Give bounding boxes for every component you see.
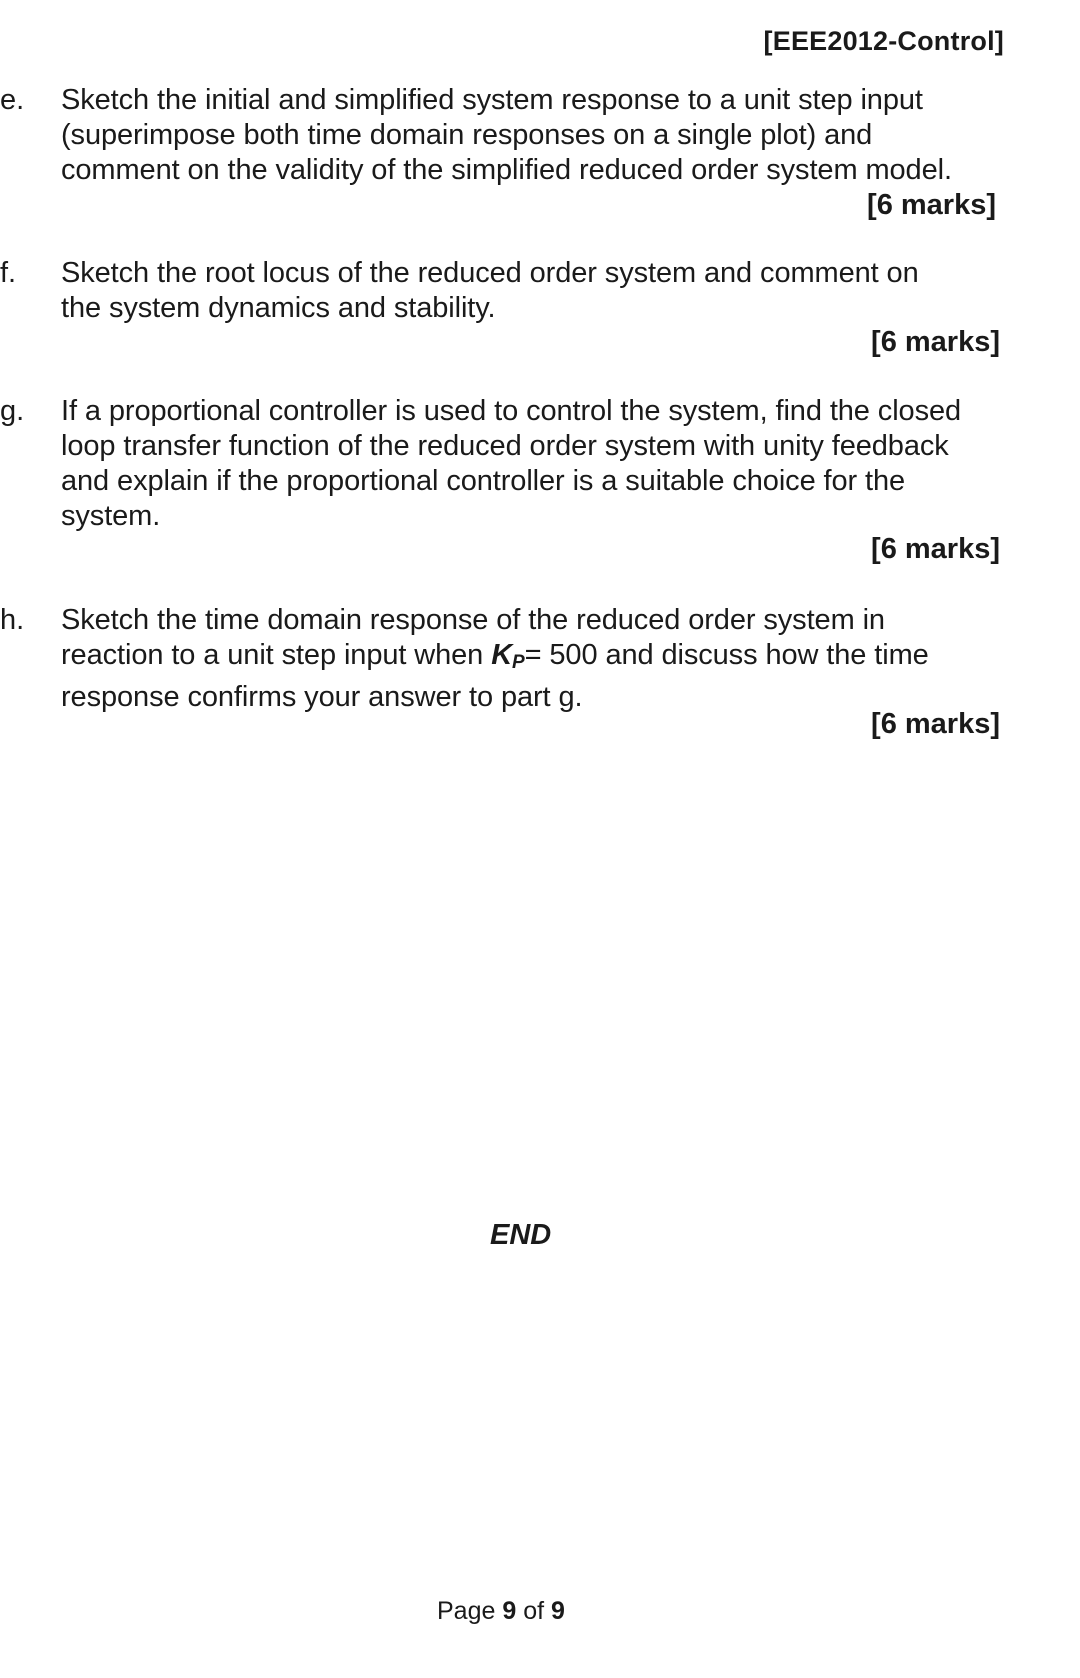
question-text <box>61 603 1011 715</box>
question-line: Sketch the time domain response of the reduced order system in <box>61 604 885 636</box>
question-line-end: = 500 and discuss how the time <box>524 639 929 671</box>
page-of: of <box>523 1597 545 1625</box>
question-line-with-kp <box>61 638 1011 680</box>
question-line: Sketch the root locus of the reduced order system and comment on <box>61 257 919 289</box>
question-text <box>61 83 1011 188</box>
question-letter: g. <box>0 395 25 427</box>
end-marker: END <box>490 1219 552 1251</box>
kp-subscript: P <box>512 652 525 673</box>
question-letter: h. <box>0 604 25 636</box>
question-line: system. <box>61 500 161 532</box>
question-line: response confirms your answer to part g. <box>61 681 583 713</box>
question-line: comment on the validity of the simplified reduced order system model. <box>61 154 952 186</box>
question-line: Sketch the initial and simplified system response to a unit step input <box>61 84 923 116</box>
kp-symbol <box>491 639 524 671</box>
question-line: (superimpose both time domain responses on a single plot) and <box>61 119 873 151</box>
question-letter: f. <box>0 257 17 289</box>
page-total: 9 <box>551 1597 565 1625</box>
marks-label: [6 marks] <box>871 326 1000 358</box>
question-text <box>61 256 1011 326</box>
page-number <box>437 1597 565 1626</box>
marks-label: [6 marks] <box>867 189 996 221</box>
kp-letter: K <box>491 639 513 671</box>
question-line: loop transfer function of the reduced order system with unity feedback <box>61 430 949 462</box>
question-text <box>61 394 1011 534</box>
page-current: 9 <box>502 1597 517 1625</box>
marks-label: [6 marks] <box>871 533 1000 565</box>
question-line-start: reaction to a unit step input when <box>61 639 484 671</box>
question-letter: e. <box>0 84 25 116</box>
exam-code-header: [EEE2012-Control] <box>763 26 1004 56</box>
question-line: and explain if the proportional controller is a suitable choice for the <box>61 465 906 497</box>
page-prefix: Page <box>437 1597 496 1625</box>
marks-label: [6 marks] <box>871 708 1000 740</box>
question-line: the system dynamics and stability. <box>61 292 496 324</box>
question-line: If a proportional controller is used to control the system, find the closed <box>61 395 962 427</box>
